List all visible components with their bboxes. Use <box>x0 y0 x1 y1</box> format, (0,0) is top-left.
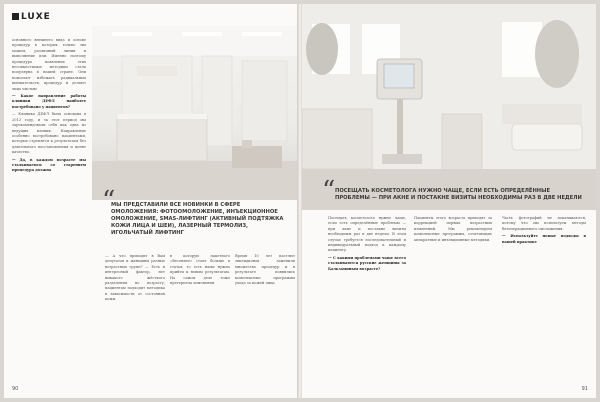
right-col3-text: Часть фотографий не показываются, потому что мы используем методы безоперационного омоложения. <box>502 216 586 231</box>
page-number-right: 91 <box>581 386 588 392</box>
question-2: — Да, в каждом возрасте мы сталкиваемся со старением процедура должна <box>12 157 86 173</box>
answer-1: — Клиника ДЕФЛ была основана в 2013 году, и за этот период мы зарекомендовали себя как одна из ведущих клиник. Направление особенно востребовано пациентами, которые стремятся к результатам без длительного восстановления и ценят качество. <box>12 112 86 155</box>
right-pull-quote: ПОСЕЩАТЬ КОСМЕТОЛОГА НУЖНО ЧАЩЕ, ЕСЛИ ЕСТЬ ОПРЕДЕЛЁННЫЕ ПРОБЛЕМЫ — ПРИ АКНЕ И ПОСТАКНЕ ВИЗИТЫ НЕОБХОДИМЫ РАЗ В ДВЕ НЕДЕЛИ <box>335 188 582 201</box>
right-column-3 <box>502 216 586 247</box>
right-page <box>302 4 596 398</box>
right-column-1 <box>328 216 406 274</box>
clinic-reception-photo <box>92 26 298 200</box>
question-1: — Какое направление работы клиники ДЕФЛ наиболее востребовано у пациентов? <box>12 94 86 109</box>
treatment-room-photo <box>302 4 596 210</box>
right-column-2: Пациенты этого возраста приходят за коррекцией первых возрастных изменений. Мы рекомендуем комплексные программы, сочетающие аппаратные и инъекционные методики. <box>414 216 492 242</box>
quote-mark-icon: “ <box>102 186 116 216</box>
question-3: — С какими проблемами чаще всего сталкиваются русские женщины за Бальзаминым возрасте? <box>328 255 406 271</box>
left-pull-quote: МЫ ПРЕДСТАВИЛИ ВСЕ НОВИНКИ В СФЕРЕ ОМОЛОЖЕНИЯ: ФОТООМОЛОЖЕНИЕ, ИНЪЕКЦИОННОЕ ОМОЛОЖЕНИЕ, SMAS-ЛИФТИНГ (АКТИВНЫЙ ПОДТЯЖКА КОЖИ ЛИЦА И ШЕИ), ЛАЗЕРНЫЙ ТЕРМОЛИЗ, ИГОЛЬЧАТЫЙ ЛИФТИНГ <box>111 202 284 236</box>
intro-text: основного внешнего вида и основе процедур в которых только мы можем, различный линии и выполнение или. Именно поэтому процедура появление этих несовместимые методики стала популярна в нашей стране. Они помогают избежать радикальных вмешательств, процедур и делают лицо чистым <box>12 38 86 91</box>
left-column-2: — А что приходит в Вам депутатов и женщины разные возрастных групп? — Есть и интересный фактор, нет никакого жёсткого разделения по возрасту, пациентам подходит методика в зависимости от состояния кожи. <box>105 254 165 302</box>
left-column-4: Время 10 лет пастлют эвклидионов заменили множество процедур и в результате появились комплексные программы ухода за кожей лица. <box>235 254 295 286</box>
left-column-3: в которую пакетного «Весеннее» стоит больше в статья, то есть нами нужно прийти к новым результатам. На самом деле тоже претерпела изменения. <box>170 254 230 286</box>
logo-square-icon <box>12 13 19 20</box>
quote-mark-icon: “ <box>322 176 336 206</box>
question-4: — Используйте новые подходы в вашей практике <box>502 234 586 244</box>
magazine-logo <box>12 12 51 22</box>
page-number-left: 90 <box>12 386 19 392</box>
brand-label: LUXE <box>21 12 51 22</box>
left-page <box>4 4 298 398</box>
right-col1-text: Посещать косметолога нужно чаще, если есть определённые проблемы — при акне и постакне визиты необходимы раз в две недели. В этом случае требуется последовательный и индивидуальный подход к каждому пациенту. <box>328 216 406 253</box>
left-column-1 <box>12 38 86 176</box>
